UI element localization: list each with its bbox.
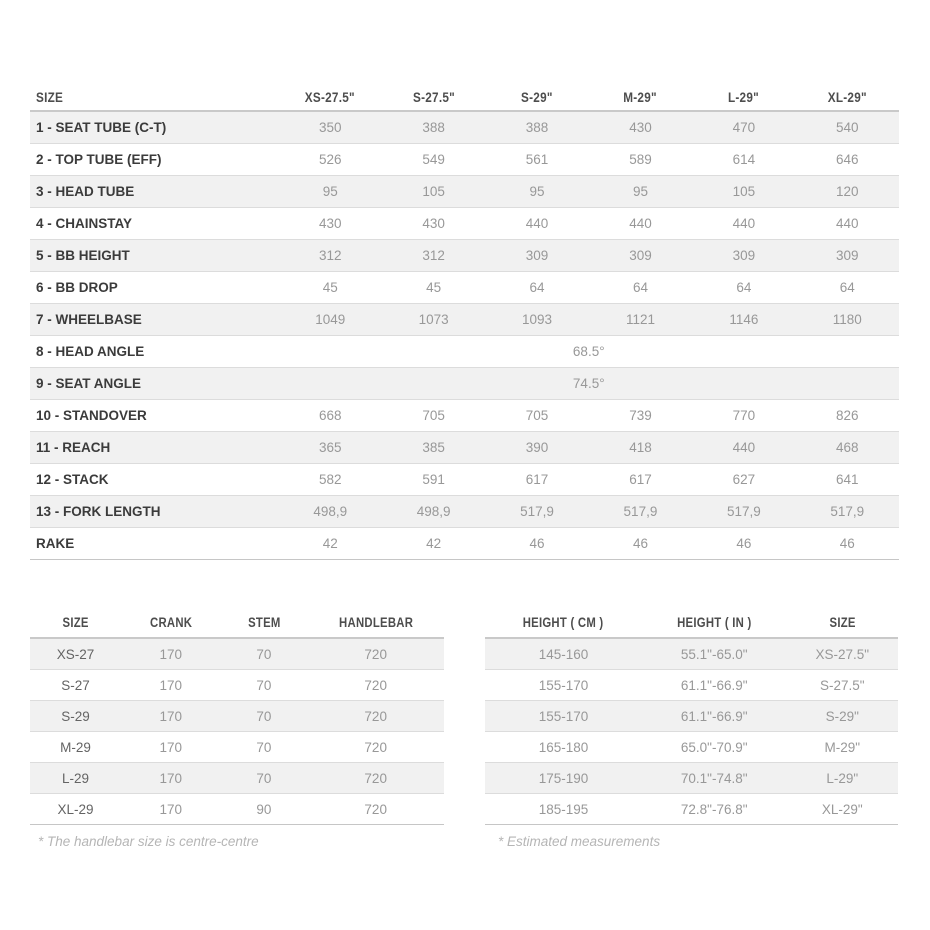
row-label: 6 - BB DROP	[36, 280, 118, 295]
sizing-section	[485, 607, 898, 849]
value-cell: 105	[732, 184, 756, 199]
geometry-size-header	[30, 84, 279, 111]
size-cell: XS-27.5"	[815, 646, 870, 662]
seat-angle-value: 74.5°	[572, 376, 605, 391]
value-cell: 170	[159, 646, 183, 662]
value-cell: 70	[256, 770, 272, 786]
value-cell: 350	[318, 120, 342, 135]
value-cell: 170	[159, 708, 183, 724]
value-cell: 627	[732, 472, 756, 487]
size-cell: XS-27	[56, 646, 95, 662]
height-cm-cell: 155-170	[538, 677, 589, 693]
handlebar-footnote: * The handlebar size is centre-centre	[38, 834, 259, 849]
value-cell: 45	[322, 280, 338, 295]
value-cell: 430	[629, 120, 652, 135]
value-cell: 526	[318, 152, 342, 167]
value-cell: 170	[159, 801, 183, 817]
geometry-table	[30, 84, 899, 560]
value-cell: 440	[732, 440, 756, 455]
value-cell: 309	[629, 248, 652, 263]
value-cell: 170	[159, 677, 183, 693]
geometry-row-wheelbase	[30, 304, 899, 336]
geometry-row-reach	[30, 432, 899, 464]
size-cell: S-29	[61, 708, 90, 724]
row-label: 1 - SEAT TUBE (C-T)	[36, 120, 167, 135]
column-header-xs-275: XS-27.5"	[279, 84, 382, 111]
height-in-cell: 65.0"-70.9"	[680, 739, 748, 755]
components-table	[30, 607, 444, 825]
value-cell: 418	[629, 440, 652, 455]
value-cell: 309	[836, 248, 859, 263]
height-cm-cell: 185-195	[538, 801, 589, 817]
components-header-handlebar: HANDLEBAR	[307, 607, 444, 638]
value-cell: 64	[736, 280, 752, 295]
value-cell: 42	[322, 536, 338, 551]
sizing-header-size: SIZE	[786, 607, 898, 638]
value-cell: 64	[632, 280, 648, 295]
geometry-row-bb-drop	[30, 272, 899, 304]
height-cm-cell: 175-190	[538, 770, 589, 786]
value-cell: 64	[529, 280, 545, 295]
value-cell: 517,9	[623, 504, 658, 519]
size-cell: XL-29"	[821, 801, 863, 817]
size-cell: M-29"	[824, 739, 861, 755]
value-cell: 720	[364, 708, 387, 724]
value-cell: 1093	[522, 312, 553, 327]
components-header-row	[30, 607, 444, 638]
sizing-table	[485, 607, 898, 825]
value-cell: 64	[839, 280, 855, 295]
value-cell: 70	[256, 708, 272, 724]
geometry-row-fork-length	[30, 496, 899, 528]
value-cell: 720	[364, 801, 387, 817]
geometry-row-standover	[30, 400, 899, 432]
value-cell: 95	[322, 184, 338, 199]
value-cell: 705	[422, 408, 445, 423]
components-row	[30, 670, 444, 701]
geometry-row-head-tube	[30, 176, 899, 208]
geometry-size-header-label: SIZE	[36, 89, 64, 105]
value-cell: 1146	[729, 312, 759, 327]
value-cell: 309	[732, 248, 756, 263]
value-cell: 440	[732, 216, 756, 231]
row-label: 10 - STANDOVER	[36, 408, 147, 423]
value-cell: 46	[529, 536, 545, 551]
value-cell: 517,9	[520, 504, 554, 519]
value-cell: 70	[256, 739, 272, 755]
geometry-row-chainstay	[30, 208, 899, 240]
size-cell: S-29"	[825, 708, 859, 724]
column-header-xl-29: XL-29"	[796, 84, 899, 111]
value-cell: 309	[525, 248, 549, 263]
sizing-row	[485, 763, 898, 794]
sizing-row	[485, 670, 898, 701]
height-in-cell: 61.1"-66.9"	[680, 708, 748, 724]
value-cell: 517,9	[726, 504, 761, 519]
row-label: 8 - HEAD ANGLE	[36, 344, 145, 359]
size-cell: L-29	[62, 770, 90, 786]
value-cell: 105	[422, 184, 445, 199]
height-cm-cell: 165-180	[538, 739, 589, 755]
value-cell: 170	[159, 739, 183, 755]
row-label: 11 - REACH	[36, 440, 111, 455]
column-header-s-275: S-27.5"	[382, 84, 485, 111]
column-header-s-29: S-29"	[485, 84, 588, 111]
estimated-footnote: * Estimated measurements	[498, 834, 661, 849]
height-in-cell: 61.1"-66.9"	[680, 677, 748, 693]
components-header-crank: CRANK	[121, 607, 220, 638]
value-cell: 720	[364, 770, 387, 786]
value-cell: 170	[159, 770, 183, 786]
value-cell: 720	[364, 677, 387, 693]
components-header-size: SIZE	[30, 607, 121, 638]
geometry-header-row	[30, 84, 899, 111]
geometry-row-top-tube	[30, 144, 899, 176]
sizing-row	[485, 638, 898, 670]
value-cell: 739	[629, 408, 652, 423]
value-cell: 440	[525, 216, 549, 231]
components-row	[30, 701, 444, 732]
components-row	[30, 763, 444, 794]
geometry-row-seat-tube	[30, 111, 899, 144]
column-header-m-29: M-29"	[589, 84, 692, 111]
value-cell: 549	[422, 152, 445, 167]
height-in-cell: 55.1"-65.0"	[680, 646, 748, 662]
row-label: 5 - BB HEIGHT	[36, 248, 130, 263]
value-cell: 646	[836, 152, 859, 167]
value-cell: 668	[318, 408, 342, 423]
value-cell: 46	[736, 536, 752, 551]
size-cell: S-27.5"	[819, 677, 865, 693]
value-cell: 641	[836, 472, 859, 487]
value-cell: 90	[256, 801, 272, 817]
row-label: 2 - TOP TUBE (EFF)	[36, 152, 162, 167]
geometry-row-seat-angle	[30, 368, 899, 400]
height-cm-cell: 155-170	[538, 708, 589, 724]
sizing-row	[485, 732, 898, 763]
value-cell: 540	[836, 120, 859, 135]
value-cell: 1180	[832, 312, 862, 327]
value-cell: 312	[318, 248, 342, 263]
value-cell: 95	[632, 184, 648, 199]
value-cell: 498,9	[416, 504, 451, 519]
height-cm-cell: 145-160	[538, 646, 589, 662]
value-cell: 70	[256, 677, 272, 693]
value-cell: 385	[422, 440, 445, 455]
row-label: 4 - CHAINSTAY	[36, 216, 133, 231]
sizing-header-height-cm: HEIGHT ( CM )	[485, 607, 642, 638]
value-cell: 826	[836, 408, 859, 423]
value-cell: 365	[318, 440, 342, 455]
value-cell: 498,9	[313, 504, 348, 519]
value-cell: 390	[525, 440, 549, 455]
sizing-row	[485, 794, 898, 825]
value-cell: 561	[525, 152, 549, 167]
value-cell: 468	[836, 440, 859, 455]
value-cell: 617	[629, 472, 652, 487]
value-cell: 70	[256, 646, 272, 662]
value-cell: 388	[422, 120, 445, 135]
row-label: 12 - STACK	[36, 472, 109, 487]
value-cell: 388	[525, 120, 549, 135]
value-cell: 430	[422, 216, 445, 231]
value-cell: 430	[318, 216, 342, 231]
value-cell: 95	[529, 184, 545, 199]
row-label: 7 - WHEELBASE	[36, 312, 142, 327]
value-cell: 614	[732, 152, 756, 167]
value-cell: 720	[364, 646, 387, 662]
size-cell: L-29"	[826, 770, 859, 786]
value-cell: 1049	[315, 312, 346, 327]
value-cell: 591	[422, 472, 445, 487]
geometry-row-stack	[30, 464, 899, 496]
geometry-row-head-angle	[30, 336, 899, 368]
sizing-header-height-in: HEIGHT ( IN )	[642, 607, 787, 638]
column-header-l-29: L-29"	[692, 84, 795, 111]
size-cell: M-29	[60, 739, 91, 755]
value-cell: 42	[426, 536, 442, 551]
value-cell: 45	[426, 280, 442, 295]
components-row	[30, 794, 444, 825]
size-cell: S-27	[61, 677, 90, 693]
value-cell: 589	[629, 152, 652, 167]
components-row	[30, 732, 444, 763]
components-header-stem: STEM	[220, 607, 307, 638]
row-label: 3 - HEAD TUBE	[36, 184, 135, 199]
height-in-cell: 70.1"-74.8"	[680, 770, 748, 786]
value-cell: 720	[364, 739, 387, 755]
head-angle-value: 68.5°	[572, 344, 605, 359]
value-cell: 770	[732, 408, 756, 423]
value-cell: 470	[732, 120, 756, 135]
value-cell: 46	[839, 536, 855, 551]
value-cell: 582	[318, 472, 342, 487]
value-cell: 120	[836, 184, 859, 199]
value-cell: 705	[525, 408, 549, 423]
components-row	[30, 638, 444, 670]
value-cell: 617	[525, 472, 549, 487]
sizing-header-row	[485, 607, 898, 638]
value-cell: 1121	[625, 312, 655, 327]
height-in-cell: 72.8"-76.8"	[680, 801, 748, 817]
value-cell: 46	[632, 536, 648, 551]
components-section	[30, 607, 444, 849]
row-label: 13 - FORK LENGTH	[36, 504, 161, 519]
geometry-row-bb-height	[30, 240, 899, 272]
sizing-row	[485, 701, 898, 732]
value-cell: 1073	[418, 312, 449, 327]
value-cell: 440	[836, 216, 859, 231]
value-cell: 440	[629, 216, 652, 231]
row-label: 9 - SEAT ANGLE	[36, 376, 142, 391]
geometry-row-rake	[30, 528, 899, 560]
geometry-section	[30, 84, 899, 560]
value-cell: 517,9	[830, 504, 865, 519]
size-cell: XL-29	[57, 801, 94, 817]
value-cell: 312	[422, 248, 445, 263]
row-label: RAKE	[36, 536, 75, 551]
